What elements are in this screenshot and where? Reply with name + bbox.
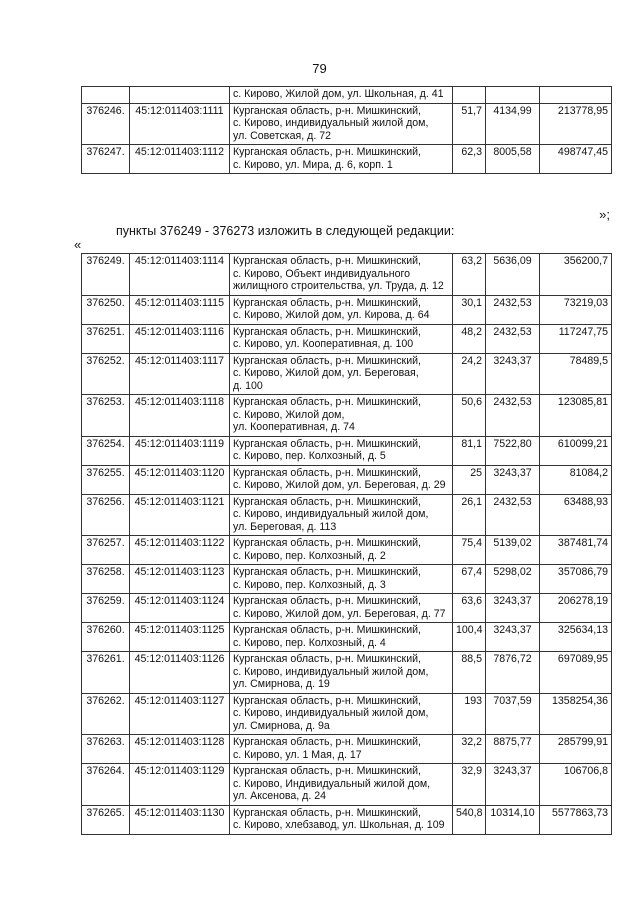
unit-price-cell: 10314,10 — [486, 805, 540, 834]
cadastral-number-cell: 45:12:011403:1112 — [130, 145, 230, 174]
area-cell: 88,5 — [453, 652, 486, 694]
area-cell: 62,3 — [453, 145, 486, 174]
unit-price-cell: 3243,37 — [486, 623, 540, 652]
unit-price-cell: 7037,59 — [486, 693, 540, 735]
cadastral-number-cell — [130, 87, 230, 104]
total-value-cell: 106706,8 — [540, 764, 612, 806]
cadastral-number-cell: 45:12:011403:1130 — [130, 805, 230, 834]
address-cell: Курганская область, р-н. Мишкинский, с. Кирово, Жилой дом, ул. Береговая, д. 77 — [230, 594, 453, 623]
address-cell: Курганская область, р-н. Мишкинский, с. Кирово, Индивидуальный жилой дом, ул. Аксенова, д. 24 — [230, 764, 453, 806]
table-row — [82, 145, 612, 174]
area-cell: 50,6 — [453, 395, 486, 437]
unit-price-cell: 3243,37 — [486, 465, 540, 494]
area-cell: 81,1 — [453, 436, 486, 465]
total-value-cell: 63488,93 — [540, 494, 612, 536]
row-number-cell: 376249. — [82, 254, 130, 296]
area-cell: 24,2 — [453, 353, 486, 395]
total-value-cell: 123085,81 — [540, 395, 612, 437]
unit-price-cell: 4134,99 — [486, 103, 540, 145]
total-value-cell: 78489,5 — [540, 353, 612, 395]
row-number-cell: 376264. — [82, 764, 130, 806]
table-row — [82, 494, 612, 536]
cadastral-number-cell: 45:12:011403:1125 — [130, 623, 230, 652]
row-number-cell: 376251. — [82, 324, 130, 353]
unit-price-cell: 8875,77 — [486, 735, 540, 764]
unit-price-cell: 5298,02 — [486, 565, 540, 594]
address-cell: Курганская область, р-н. Мишкинский, с. Кирово, Жилой дом, ул. Кирова, д. 64 — [230, 295, 453, 324]
total-value-cell: 387481,74 — [540, 536, 612, 565]
page-number: 79 — [312, 61, 327, 76]
property-table-continued — [81, 86, 612, 174]
table-row — [82, 693, 612, 735]
total-value-cell: 73219,03 — [540, 295, 612, 324]
area-cell: 32,2 — [453, 735, 486, 764]
unit-price-cell: 2432,53 — [486, 324, 540, 353]
table-row — [82, 565, 612, 594]
total-value-cell: 325634,13 — [540, 623, 612, 652]
total-value-cell: 213778,95 — [540, 103, 612, 145]
cadastral-number-cell: 45:12:011403:1128 — [130, 735, 230, 764]
amendment-instruction: пункты 376249 - 376273 изложить в следующей редакции: — [116, 224, 455, 238]
table-row — [82, 353, 612, 395]
unit-price-cell: 3243,37 — [486, 353, 540, 395]
cadastral-number-cell: 45:12:011403:1127 — [130, 693, 230, 735]
cadastral-number-cell: 45:12:011403:1129 — [130, 764, 230, 806]
cadastral-number-cell: 45:12:011403:1122 — [130, 536, 230, 565]
cadastral-number-cell: 45:12:011403:1119 — [130, 436, 230, 465]
unit-price-cell: 3243,37 — [486, 594, 540, 623]
address-cell: Курганская область, р-н. Мишкинский, с. Кирово, пер. Колхозный, д. 3 — [230, 565, 453, 594]
area-cell: 540,8 — [453, 805, 486, 834]
area-cell: 75,4 — [453, 536, 486, 565]
area-cell: 26,1 — [453, 494, 486, 536]
address-cell: Курганская область, р-н. Мишкинский, с. Кирово, пер. Колхозный, д. 5 — [230, 436, 453, 465]
row-number-cell: 376265. — [82, 805, 130, 834]
address-cell: Курганская область, р-н. Мишкинский, с. Кирово, Жилой дом, ул. Береговая, д. 29 — [230, 465, 453, 494]
total-value-cell: 117247,75 — [540, 324, 612, 353]
area-cell: 100,4 — [453, 623, 486, 652]
address-cell: Курганская область, р-н. Мишкинский, с. Кирово, ул. Кооперативная, д. 100 — [230, 324, 453, 353]
total-value-cell — [540, 87, 612, 104]
table-row — [82, 295, 612, 324]
cadastral-number-cell: 45:12:011403:1124 — [130, 594, 230, 623]
row-number-cell: 376253. — [82, 395, 130, 437]
area-cell: 25 — [453, 465, 486, 494]
area-cell — [453, 87, 486, 104]
address-cell: Курганская область, р-н. Мишкинский, с. Кирово, ул. 1 Мая, д. 17 — [230, 735, 453, 764]
cadastral-number-cell: 45:12:011403:1111 — [130, 103, 230, 145]
table-row — [82, 395, 612, 437]
row-number-cell: 376255. — [82, 465, 130, 494]
closing-quote: »; — [599, 207, 610, 222]
total-value-cell: 356200,7 — [540, 254, 612, 296]
table-row — [82, 623, 612, 652]
cadastral-number-cell: 45:12:011403:1123 — [130, 565, 230, 594]
opening-quote: « — [74, 237, 82, 252]
cadastral-number-cell: 45:12:011403:1117 — [130, 353, 230, 395]
area-cell: 51,7 — [453, 103, 486, 145]
row-number-cell: 376261. — [82, 652, 130, 694]
address-cell: Курганская область, р-н. Мишкинский, с. Кирово, индивидуальный жилой дом, ул. Смирнова, д. 19 — [230, 652, 453, 694]
total-value-cell: 498747,45 — [540, 145, 612, 174]
unit-price-cell: 2432,53 — [486, 395, 540, 437]
address-cell: Курганская область, р-н. Мишкинский, с. Кирово, индивидуальный жилой дом, ул. Смирнова, д. 9а — [230, 693, 453, 735]
table-row — [82, 536, 612, 565]
table-row — [82, 436, 612, 465]
table-row — [82, 805, 612, 834]
row-number-cell: 376257. — [82, 536, 130, 565]
area-cell: 48,2 — [453, 324, 486, 353]
unit-price-cell: 5636,09 — [486, 254, 540, 296]
table-row — [82, 465, 612, 494]
cadastral-number-cell: 45:12:011403:1115 — [130, 295, 230, 324]
cadastral-number-cell: 45:12:011403:1126 — [130, 652, 230, 694]
table-row — [82, 764, 612, 806]
address-cell: Курганская область, р-н. Мишкинский, с. Кирово, хлебзавод, ул. Школьная, д. 109 — [230, 805, 453, 834]
total-value-cell: 81084,2 — [540, 465, 612, 494]
row-number-cell — [82, 87, 130, 104]
cadastral-number-cell: 45:12:011403:1118 — [130, 395, 230, 437]
total-value-cell: 285799,91 — [540, 735, 612, 764]
area-cell: 63,2 — [453, 254, 486, 296]
row-number-cell: 376252. — [82, 353, 130, 395]
total-value-cell: 610099,21 — [540, 436, 612, 465]
total-value-cell: 5577863,73 — [540, 805, 612, 834]
unit-price-cell: 8005,58 — [486, 145, 540, 174]
cadastral-number-cell: 45:12:011403:1116 — [130, 324, 230, 353]
cadastral-number-cell: 45:12:011403:1120 — [130, 465, 230, 494]
row-number-cell: 376246. — [82, 103, 130, 145]
area-cell: 63,6 — [453, 594, 486, 623]
address-cell: Курганская область, р-н. Мишкинский, с. Кирово, Жилой дом, ул. Береговая, д. 100 — [230, 353, 453, 395]
total-value-cell: 206278,19 — [540, 594, 612, 623]
unit-price-cell: 2432,53 — [486, 295, 540, 324]
unit-price-cell: 7522,80 — [486, 436, 540, 465]
row-number-cell: 376258. — [82, 565, 130, 594]
address-cell: Курганская область, р-н. Мишкинский, с. Кирово, Объект индивидуального жилищного строительства, ул. Труда, д. 12 — [230, 254, 453, 296]
address-cell: с. Кирово, Жилой дом, ул. Школьная, д. 41 — [230, 87, 453, 104]
address-cell: Курганская область, р-н. Мишкинский, с. Кирово, индивидуальный жилой дом, ул. Советская, д. 72 — [230, 103, 453, 145]
unit-price-cell — [486, 87, 540, 104]
unit-price-cell: 7876,72 — [486, 652, 540, 694]
table-row — [82, 324, 612, 353]
area-cell: 67,4 — [453, 565, 486, 594]
total-value-cell: 357086,79 — [540, 565, 612, 594]
table-row — [82, 735, 612, 764]
unit-price-cell: 3243,37 — [486, 764, 540, 806]
area-cell: 32,9 — [453, 764, 486, 806]
table-row — [82, 254, 612, 296]
table-row — [82, 594, 612, 623]
property-table — [81, 253, 612, 835]
main-table-body — [82, 254, 612, 835]
area-cell: 193 — [453, 693, 486, 735]
address-cell: Курганская область, р-н. Мишкинский, с. Кирово, Жилой дом, ул. Кооперативная, д. 74 — [230, 395, 453, 437]
table-row — [82, 652, 612, 694]
address-cell: Курганская область, р-н. Мишкинский, с. Кирово, ул. Мира, д. 6, корп. 1 — [230, 145, 453, 174]
cadastral-number-cell: 45:12:011403:1114 — [130, 254, 230, 296]
table-row — [82, 87, 612, 104]
address-cell: Курганская область, р-н. Мишкинский, с. Кирово, пер. Колхозный, д. 4 — [230, 623, 453, 652]
top-table-body — [82, 87, 612, 174]
row-number-cell: 376262. — [82, 693, 130, 735]
unit-price-cell: 2432,53 — [486, 494, 540, 536]
row-number-cell: 376250. — [82, 295, 130, 324]
area-cell: 30,1 — [453, 295, 486, 324]
row-number-cell: 376247. — [82, 145, 130, 174]
row-number-cell: 376254. — [82, 436, 130, 465]
total-value-cell: 1358254,36 — [540, 693, 612, 735]
total-value-cell: 697089,95 — [540, 652, 612, 694]
cadastral-number-cell: 45:12:011403:1121 — [130, 494, 230, 536]
row-number-cell: 376260. — [82, 623, 130, 652]
row-number-cell: 376256. — [82, 494, 130, 536]
unit-price-cell: 5139,02 — [486, 536, 540, 565]
row-number-cell: 376259. — [82, 594, 130, 623]
address-cell: Курганская область, р-н. Мишкинский, с. Кирово, индивидуальный жилой дом, ул. Береговая, д. 113 — [230, 494, 453, 536]
address-cell: Курганская область, р-н. Мишкинский, с. Кирово, пер. Колхозный, д. 2 — [230, 536, 453, 565]
row-number-cell: 376263. — [82, 735, 130, 764]
table-row — [82, 103, 612, 145]
